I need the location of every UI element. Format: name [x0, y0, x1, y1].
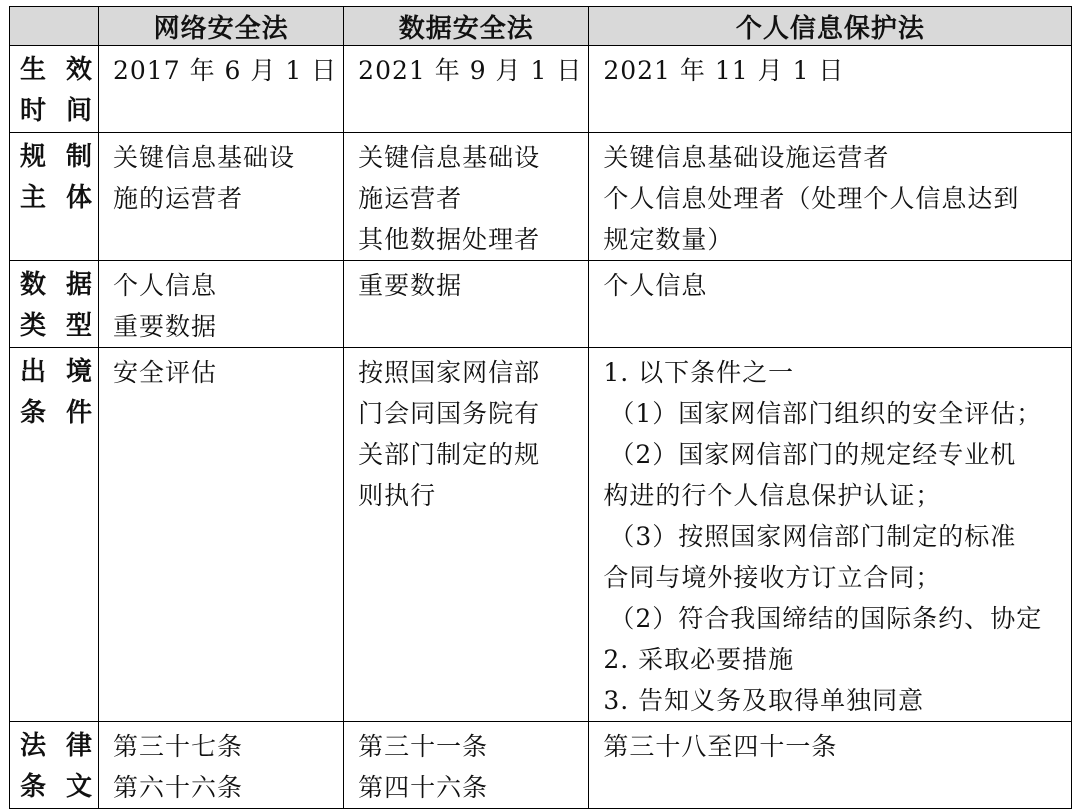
cell-datasecurity-effective-date: [344, 46, 589, 133]
cell-cybersecurity-cross-border: [99, 348, 344, 722]
cell-cybersecurity-effective-date: [99, 46, 344, 133]
cell-line: 重要数据: [358, 271, 463, 300]
row-header-line: 条文: [20, 772, 92, 802]
cell-line: 合同与境外接收方订立合同；: [603, 563, 942, 592]
row-header-line: 条件: [20, 398, 92, 428]
cell-line: 2021 年 11 月 1 日: [603, 56, 845, 85]
cell-datasecurity-articles: [344, 722, 589, 809]
cell-line: 2. 采取必要措施: [603, 645, 795, 674]
cell-line: 个人信息: [603, 271, 708, 300]
cell-line: （2）符合我国缔结的国际条约、协定: [609, 604, 1043, 633]
row-header-legal-articles: [10, 722, 99, 809]
row-header-line: 数 据: [20, 270, 92, 300]
cell-line: 施的运营者: [113, 184, 244, 213]
cell-line: 门会同国务院有: [358, 399, 541, 428]
header-cybersecurity-law: 网络安全法: [99, 7, 344, 46]
row-header-line: 生 效: [20, 55, 92, 85]
row-header-cross-border-conditions: [10, 348, 99, 722]
cell-line: 关键信息基础设: [113, 143, 296, 172]
cell-line: 关部门制定的规: [358, 440, 541, 469]
cell-line: 2021 年 9 月 1 日: [358, 56, 583, 85]
cell-line: 2017 年 6 月 1 日: [113, 56, 338, 85]
cell-datasecurity-subjects: [344, 133, 589, 261]
row-header-regulated-subjects: [10, 133, 99, 261]
row-legal-articles: [10, 722, 1072, 809]
cell-pipl-effective-date: [589, 46, 1072, 133]
row-header-line: 主体: [20, 183, 92, 213]
cell-line: （3）按照国家网信部门制定的标准: [609, 522, 1017, 551]
row-header-line: 出 境: [20, 357, 92, 387]
cell-datasecurity-data-types: [344, 261, 589, 348]
row-regulated-subjects: [10, 133, 1072, 261]
cell-line: 构进的行个人信息保护认证；: [603, 481, 942, 510]
row-data-types: [10, 261, 1072, 348]
cell-line: 第四十六条: [358, 773, 489, 802]
cell-pipl-data-types: [589, 261, 1072, 348]
cell-pipl-subjects: [589, 133, 1072, 261]
cell-line: 第六十六条: [113, 773, 244, 802]
row-header-data-types: [10, 261, 99, 348]
row-header-line: 时间: [20, 96, 92, 126]
row-header-line: 类型: [20, 311, 92, 341]
cell-line: 施运营者: [358, 184, 463, 213]
cell-line: （1）国家网信部门组织的安全评估；: [609, 399, 1043, 428]
cell-line: 关键信息基础设施运营者: [603, 143, 890, 172]
cell-cybersecurity-data-types: [99, 261, 344, 348]
row-effective-date: [10, 46, 1072, 133]
cell-line: 3. 告知义务及取得单独同意: [603, 686, 925, 715]
law-comparison-table: [9, 6, 1072, 809]
header-corner-cell: [10, 7, 99, 46]
row-cross-border-conditions: [10, 348, 1072, 722]
cell-line: 按照国家网信部: [358, 358, 541, 387]
cell-line: 关键信息基础设: [358, 143, 541, 172]
cell-line: 第三十一条: [358, 732, 489, 761]
row-header-line: 法 律: [20, 731, 92, 761]
row-header-effective-date: [10, 46, 99, 133]
cell-line: 则执行: [358, 481, 437, 510]
cell-line: 第三十七条: [113, 732, 244, 761]
row-header-line: 规 制: [20, 142, 92, 172]
cell-cybersecurity-subjects: [99, 133, 344, 261]
header-personal-info-protection-law: 个人信息保护法: [589, 7, 1072, 46]
cell-line: 其他数据处理者: [358, 225, 541, 254]
cell-pipl-articles: [589, 722, 1072, 809]
cell-line: （2）国家网信部门的规定经专业机: [609, 440, 1017, 469]
cell-pipl-cross-border: [589, 348, 1072, 722]
cell-line: 重要数据: [113, 312, 218, 341]
cell-line: 个人信息: [113, 271, 218, 300]
header-data-security-law: 数据安全法: [344, 7, 589, 46]
header-row: [10, 7, 1072, 46]
cell-line: 第三十八至四十一条: [603, 732, 838, 761]
cell-line: 规定数量）: [603, 225, 734, 254]
cell-datasecurity-cross-border: [344, 348, 589, 722]
cell-line: 个人信息处理者（处理个人信息达到: [603, 184, 1020, 213]
cell-line: 1. 以下条件之一: [603, 358, 795, 387]
cell-line: 安全评估: [113, 358, 218, 387]
cell-cybersecurity-articles: [99, 722, 344, 809]
